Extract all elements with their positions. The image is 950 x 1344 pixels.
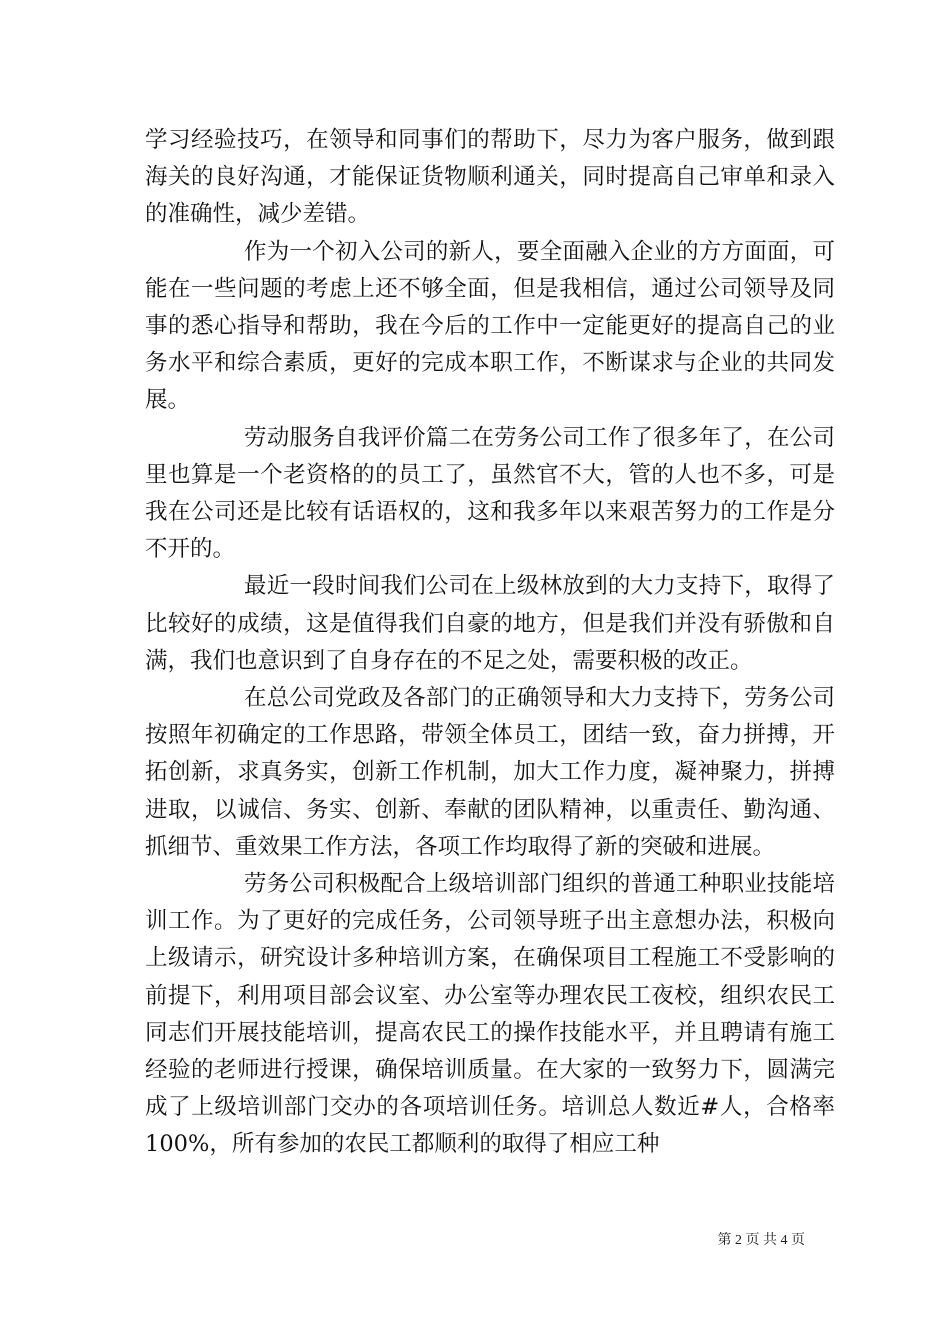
paragraph-6: 劳务公司积极配合上级培训部门组织的普通工种职业技能培训工作。为了更好的完成任务，公司领导班子出主意想办法，积极向上级请示，研究设计多种培训方案，在确保项目工程施工不受影响的前提下，利用项目部会议室、办公室等办理农民工夜校，组织农民工同志们开展技能培训，提高农民工的操作技能水平，并且聘请有施工经验的老师进行授课，确保培训质量。在大家的一致努力下，圆满完成了上级培训部门交办的各项培训任务。培训总人数近#人，合格率100%，所有参加的农民工都顺利的取得了相应工种 (145, 871, 835, 1158)
paragraph-3: 劳动服务自我评价篇二在劳务公司工作了很多年了，在公司里也算是一个老资格的的员工了，虽然官不大，管的人也不多，可是我在公司还是比较有话语权的，这和我多年以来艰苦努力的工作是分不开的。 (145, 424, 835, 563)
paragraph-2: 作为一个初入公司的新人，要全面融入企业的方方面面，可能在一些问题的考虑上还不够全面，但是我相信，通过公司领导及同事的悉心指导和帮助，我在今后的工作中一定能更好的提高自己的业务水平和综合素质，更好的完成本职工作，不断谋求与企业的共同发展。 (145, 238, 835, 414)
paragraph-1: 学习经验技巧，在领导和同事们的帮助下，尽力为客户服务，做到跟海关的良好沟通，才能保证货物顺利通关，同时提高自己审单和录入的准确性，减少差错。 (145, 127, 835, 228)
page-number-footer: 第 2 页 共 4 页 (717, 1233, 805, 1248)
paragraph-5: 在总公司党政及各部门的正确领导和大力支持下，劳务公司按照年初确定的工作思路，带领全体员工，团结一致，奋力拼搏，开拓创新，求真务实，创新工作机制，加大工作力度，凝神聚力，拼搏进取，以诚信、务实、创新、奉献的团队精神，以重责任、勤沟通、抓细节、重效果工作方法，各项工作均取得了新的突破和进展。 (145, 685, 835, 860)
document-body (145, 122, 835, 1164)
paragraph-4: 最近一段时间我们公司在上级林放到的大力支持下，取得了比较好的成绩，这是值得我们自豪的地方，但是我们并没有骄傲和自满，我们也意识到了自身存在的不足之处，需要积极的改正。 (145, 573, 835, 674)
